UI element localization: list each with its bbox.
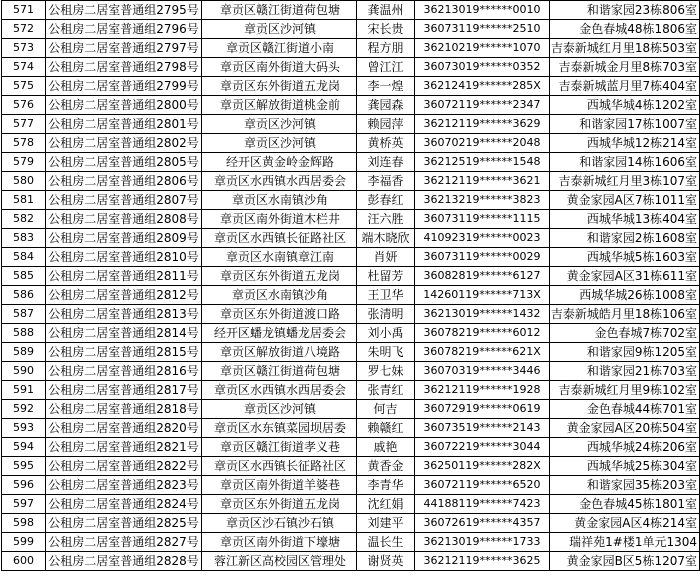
assigned-home-cell: 和谐家园23栋806室 (550, 1, 700, 20)
district-address-cell: 章贡区南外街道羊婆巷 (202, 476, 357, 495)
assigned-home-cell: 和谐家园17栋1007室 (550, 115, 700, 134)
id-number-cell: 36072919******0619 (415, 400, 550, 419)
applicant-name-cell: 李一煌 (357, 77, 415, 96)
table-row (2, 20, 700, 39)
applicant-name-cell: 龚温州 (357, 1, 415, 20)
housing-unit-cell: 公租房二居室普通组2809号 (46, 229, 202, 248)
assigned-home-cell: 西城华城13栋404室 (550, 210, 700, 229)
housing-unit-cell: 公租房二居室普通组2802号 (46, 134, 202, 153)
assigned-home-cell: 吉泰新城蓝月里7栋404室 (550, 77, 700, 96)
row-number-cell: 593 (2, 419, 46, 438)
applicant-name-cell: 刘连春 (357, 153, 415, 172)
table-row (2, 343, 700, 362)
applicant-name-cell: 杜留芳 (357, 267, 415, 286)
row-number-cell: 578 (2, 134, 46, 153)
id-number-cell: 44188119******7423 (415, 495, 550, 514)
id-number-cell: 41092319******0023 (415, 229, 550, 248)
table-row (2, 457, 700, 476)
housing-unit-cell: 公租房二居室普通组2825号 (46, 514, 202, 533)
assigned-home-cell: 西城华城25栋304室 (550, 457, 700, 476)
table-row (2, 419, 700, 438)
assigned-home-cell: 吉泰新城红月里3栋107室 (550, 172, 700, 191)
table-row (2, 495, 700, 514)
applicant-name-cell: 宋长贵 (357, 20, 415, 39)
table-row (2, 305, 700, 324)
assigned-home-cell: 金色春城44栋701室 (550, 400, 700, 419)
housing-unit-cell: 公租房二居室普通组2795号 (46, 1, 202, 20)
id-number-cell: 36073119******2510 (415, 20, 550, 39)
row-number-cell: 586 (2, 286, 46, 305)
housing-unit-cell: 公租房二居室普通组2801号 (46, 115, 202, 134)
applicant-name-cell: 彭春红 (357, 191, 415, 210)
id-number-cell: 36072219******3044 (415, 438, 550, 457)
applicant-name-cell: 曾江江 (357, 58, 415, 77)
assigned-home-cell: 和谐家园2栋1608室 (550, 229, 700, 248)
district-address-cell: 蓉江新区高校园区管理处 (202, 552, 357, 571)
id-number-cell: 36250119******282X (415, 457, 550, 476)
assigned-home-cell: 黄金家园A区4栋214室 (550, 514, 700, 533)
housing-unit-cell: 公租房二居室普通组2813号 (46, 305, 202, 324)
row-number-cell: 584 (2, 248, 46, 267)
district-address-cell: 章贡区赣江街道荷包塘 (202, 1, 357, 20)
district-address-cell: 经开区蟠龙镇蟠龙居委会 (202, 324, 357, 343)
row-number-cell: 589 (2, 343, 46, 362)
assigned-home-cell: 瑞祥苑1#楼1单元1304 (550, 533, 700, 552)
id-number-cell: 36213219******3823 (415, 191, 550, 210)
id-number-cell: 36213019******0010 (415, 1, 550, 20)
housing-unit-cell: 公租房二居室普通组2797号 (46, 39, 202, 58)
row-number-cell: 594 (2, 438, 46, 457)
table-row (2, 115, 700, 134)
id-number-cell: 36212119******3621 (415, 172, 550, 191)
table-row (2, 191, 700, 210)
id-number-cell: 36072119******6520 (415, 476, 550, 495)
district-address-cell: 章贡区赣江街道小南 (202, 39, 357, 58)
district-address-cell: 章贡区南外街道下壕塘 (202, 533, 357, 552)
applicant-name-cell: 刘建平 (357, 514, 415, 533)
row-number-cell: 585 (2, 267, 46, 286)
district-address-cell: 章贡区南外街道大码头 (202, 58, 357, 77)
table-row (2, 229, 700, 248)
table-row (2, 1, 700, 20)
housing-unit-cell: 公租房二居室普通组2806号 (46, 172, 202, 191)
housing-unit-cell: 公租房二居室普通组2798号 (46, 58, 202, 77)
assigned-home-cell: 金色春城45栋1801室 (550, 495, 700, 514)
district-address-cell: 章贡区东外街道五龙岗 (202, 77, 357, 96)
id-number-cell: 36073019******0352 (415, 58, 550, 77)
id-number-cell: 36213019******1733 (415, 533, 550, 552)
row-number-cell: 582 (2, 210, 46, 229)
row-number-cell: 588 (2, 324, 46, 343)
assigned-home-cell: 西城华城5栋1603室 (550, 248, 700, 267)
housing-unit-cell: 公租房二居室普通组2823号 (46, 476, 202, 495)
table-row (2, 58, 700, 77)
housing-unit-cell: 公租房二居室普通组2800号 (46, 96, 202, 115)
district-address-cell: 章贡区水西镇水西居委会 (202, 172, 357, 191)
housing-allocation-table (1, 0, 700, 571)
assigned-home-cell: 金色春城48栋1806室 (550, 20, 700, 39)
id-number-cell: 36212119******3629 (415, 115, 550, 134)
district-address-cell: 章贡区沙河镇 (202, 20, 357, 39)
table-row (2, 172, 700, 191)
applicant-name-cell: 李福香 (357, 172, 415, 191)
id-number-cell: 36070319******3446 (415, 362, 550, 381)
applicant-name-cell: 王卫华 (357, 286, 415, 305)
district-address-cell: 章贡区沙河镇 (202, 115, 357, 134)
applicant-name-cell: 汪六胜 (357, 210, 415, 229)
applicant-name-cell: 端木晓欣 (357, 229, 415, 248)
row-number-cell: 598 (2, 514, 46, 533)
assigned-home-cell: 吉泰新城金月里8栋703室 (550, 58, 700, 77)
row-number-cell: 597 (2, 495, 46, 514)
applicant-name-cell: 何吉 (357, 400, 415, 419)
table-row (2, 476, 700, 495)
id-number-cell: 36078219******621X (415, 343, 550, 362)
id-number-cell: 36073119******0029 (415, 248, 550, 267)
applicant-name-cell: 黄香金 (357, 457, 415, 476)
row-number-cell: 599 (2, 533, 46, 552)
district-address-cell: 章贡区沙河镇 (202, 400, 357, 419)
housing-unit-cell: 公租房二居室普通组2824号 (46, 495, 202, 514)
housing-unit-cell: 公租房二居室普通组2805号 (46, 153, 202, 172)
housing-unit-cell: 公租房二居室普通组2814号 (46, 324, 202, 343)
row-number-cell: 572 (2, 20, 46, 39)
district-address-cell: 经开区黄金岭金辉路 (202, 153, 357, 172)
table-body (2, 1, 700, 571)
assigned-home-cell: 金色春城7栋702室 (550, 324, 700, 343)
housing-unit-cell: 公租房二居室普通组2808号 (46, 210, 202, 229)
applicant-name-cell: 罗七妹 (357, 362, 415, 381)
table-row (2, 514, 700, 533)
housing-unit-cell: 公租房二居室普通组2816号 (46, 362, 202, 381)
assigned-home-cell: 吉泰新城红月里18栋503室 (550, 39, 700, 58)
district-address-cell: 章贡区水东镇菜园坝居委 (202, 419, 357, 438)
row-number-cell: 591 (2, 381, 46, 400)
applicant-name-cell: 朱明飞 (357, 343, 415, 362)
row-number-cell: 596 (2, 476, 46, 495)
assigned-home-cell: 和谐家园14栋1606室 (550, 153, 700, 172)
table-row (2, 248, 700, 267)
district-address-cell: 章贡区水南镇沙角 (202, 191, 357, 210)
id-number-cell: 36210219******1070 (415, 39, 550, 58)
table-row (2, 552, 700, 571)
assigned-home-cell: 吉泰新城红月里9栋102室 (550, 381, 700, 400)
assigned-home-cell: 黄金家园A区7栋1011室 (550, 191, 700, 210)
table-row (2, 324, 700, 343)
id-number-cell: 36072119******2347 (415, 96, 550, 115)
id-number-cell: 36073519******2143 (415, 419, 550, 438)
table-row (2, 533, 700, 552)
housing-unit-cell: 公租房二居室普通组2812号 (46, 286, 202, 305)
table-row (2, 210, 700, 229)
applicant-name-cell: 戚艳 (357, 438, 415, 457)
table-row (2, 96, 700, 115)
table-row (2, 362, 700, 381)
housing-unit-cell: 公租房二居室普通组2821号 (46, 438, 202, 457)
table-row (2, 77, 700, 96)
district-address-cell: 章贡区水西镇长征路社区 (202, 457, 357, 476)
table-row (2, 400, 700, 419)
district-address-cell: 章贡区解放街道桃金前 (202, 96, 357, 115)
row-number-cell: 590 (2, 362, 46, 381)
id-number-cell: 36072619******4357 (415, 514, 550, 533)
applicant-name-cell: 赖园萍 (357, 115, 415, 134)
row-number-cell: 574 (2, 58, 46, 77)
housing-unit-cell: 公租房二居室普通组2822号 (46, 457, 202, 476)
table-row (2, 153, 700, 172)
row-number-cell: 579 (2, 153, 46, 172)
applicant-name-cell: 刘小禹 (357, 324, 415, 343)
district-address-cell: 章贡区南外街道木栏井 (202, 210, 357, 229)
id-number-cell: 36082819******6127 (415, 267, 550, 286)
housing-unit-cell: 公租房二居室普通组2811号 (46, 267, 202, 286)
id-number-cell: 36212419******285X (415, 77, 550, 96)
assigned-home-cell: 西城华城26栋1008室 (550, 286, 700, 305)
district-address-cell: 章贡区水南镇沙角 (202, 286, 357, 305)
applicant-name-cell: 温长生 (357, 533, 415, 552)
district-address-cell: 章贡区水西镇水西居委会 (202, 381, 357, 400)
housing-unit-cell: 公租房二居室普通组2815号 (46, 343, 202, 362)
housing-unit-cell: 公租房二居室普通组2820号 (46, 419, 202, 438)
district-address-cell: 章贡区赣江街道孝义巷 (202, 438, 357, 457)
row-number-cell: 573 (2, 39, 46, 58)
applicant-name-cell: 黄桥英 (357, 134, 415, 153)
row-number-cell: 587 (2, 305, 46, 324)
applicant-name-cell: 赖赣红 (357, 419, 415, 438)
id-number-cell: 36212119******1928 (415, 381, 550, 400)
housing-unit-cell: 公租房二居室普通组2807号 (46, 191, 202, 210)
row-number-cell: 595 (2, 457, 46, 476)
assigned-home-cell: 黄金家园A区31栋611室 (550, 267, 700, 286)
applicant-name-cell: 李青华 (357, 476, 415, 495)
applicant-name-cell: 谢贤英 (357, 552, 415, 571)
assigned-home-cell: 黄金家园B区5栋1207室 (550, 552, 700, 571)
assigned-home-cell: 和谐家园21栋703室 (550, 362, 700, 381)
applicant-name-cell: 肖妍 (357, 248, 415, 267)
housing-unit-cell: 公租房二居室普通组2818号 (46, 400, 202, 419)
table-row (2, 381, 700, 400)
housing-unit-cell: 公租房二居室普通组2828号 (46, 552, 202, 571)
assigned-home-cell: 和谐家园9栋1205室 (550, 343, 700, 362)
applicant-name-cell: 程方朋 (357, 39, 415, 58)
district-address-cell: 章贡区沙河镇 (202, 134, 357, 153)
row-number-cell: 576 (2, 96, 46, 115)
housing-unit-cell: 公租房二居室普通组2810号 (46, 248, 202, 267)
table-row (2, 286, 700, 305)
row-number-cell: 600 (2, 552, 46, 571)
district-address-cell: 章贡区东外街道五龙岗 (202, 267, 357, 286)
id-number-cell: 36213019******1432 (415, 305, 550, 324)
housing-unit-cell: 公租房二居室普通组2799号 (46, 77, 202, 96)
assigned-home-cell: 和谐家园35栋203室 (550, 476, 700, 495)
housing-unit-cell: 公租房二居室普通组2796号 (46, 20, 202, 39)
row-number-cell: 592 (2, 400, 46, 419)
district-address-cell: 章贡区东外街道五龙岗 (202, 495, 357, 514)
applicant-name-cell: 张清明 (357, 305, 415, 324)
id-number-cell: 36073119******1115 (415, 210, 550, 229)
row-number-cell: 583 (2, 229, 46, 248)
id-number-cell: 36212119******3625 (415, 552, 550, 571)
assigned-home-cell: 吉泰新城皓月里18栋106室 (550, 305, 700, 324)
applicant-name-cell: 张青红 (357, 381, 415, 400)
district-address-cell: 章贡区东外街道渡口路 (202, 305, 357, 324)
id-number-cell: 36070219******2048 (415, 134, 550, 153)
assigned-home-cell: 西城华城4栋1202室 (550, 96, 700, 115)
table-row (2, 267, 700, 286)
district-address-cell: 章贡区赣江街道荷包塘 (202, 362, 357, 381)
assigned-home-cell: 黄金家园A区20栋504室 (550, 419, 700, 438)
row-number-cell: 571 (2, 1, 46, 20)
row-number-cell: 581 (2, 191, 46, 210)
table-row (2, 134, 700, 153)
district-address-cell: 章贡区水南镇章江南 (202, 248, 357, 267)
applicant-name-cell: 龚园森 (357, 96, 415, 115)
row-number-cell: 575 (2, 77, 46, 96)
table-row (2, 438, 700, 457)
housing-unit-cell: 公租房二居室普通组2817号 (46, 381, 202, 400)
table-row (2, 39, 700, 58)
row-number-cell: 580 (2, 172, 46, 191)
row-number-cell: 577 (2, 115, 46, 134)
housing-unit-cell: 公租房二居室普通组2827号 (46, 533, 202, 552)
assigned-home-cell: 西城华城12栋214室 (550, 134, 700, 153)
id-number-cell: 36078219******6012 (415, 324, 550, 343)
applicant-name-cell: 沈红娟 (357, 495, 415, 514)
district-address-cell: 章贡区沙石镇沙石镇 (202, 514, 357, 533)
district-address-cell: 章贡区解放街道八境路 (202, 343, 357, 362)
id-number-cell: 36212519******1548 (415, 153, 550, 172)
assigned-home-cell: 西城华城24栋206室 (550, 438, 700, 457)
id-number-cell: 14260119******713X (415, 286, 550, 305)
district-address-cell: 章贡区水西镇长征路社区 (202, 229, 357, 248)
